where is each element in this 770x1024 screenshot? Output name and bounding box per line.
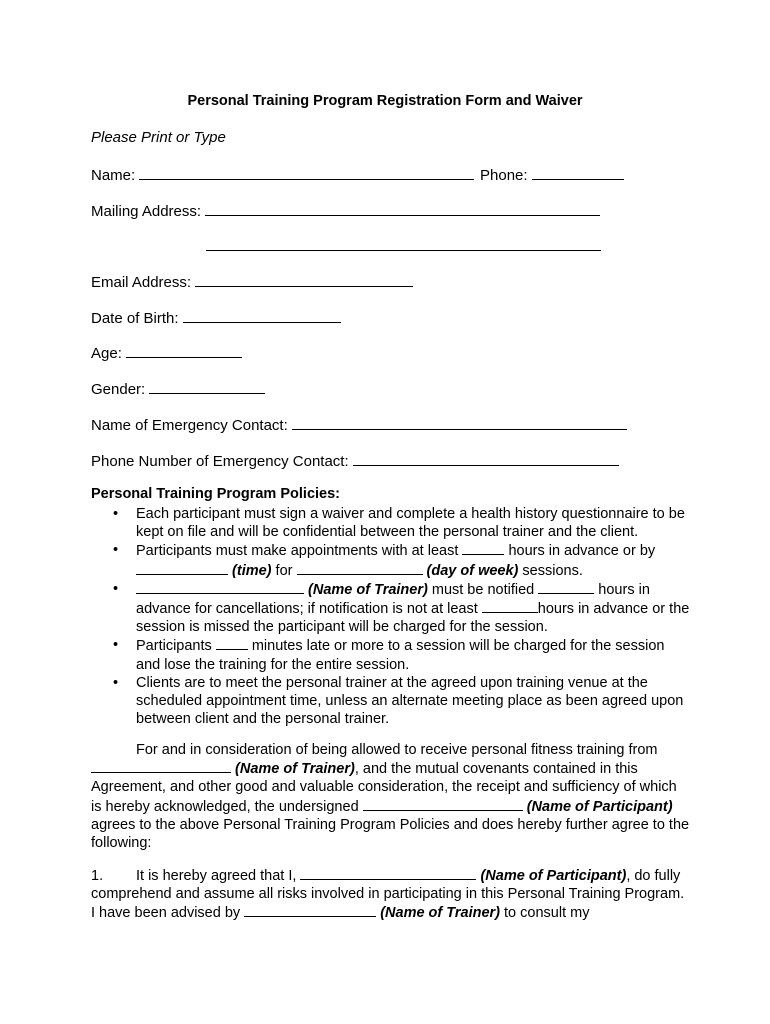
email-label: Email Address: [91,274,192,291]
policy-item [91,505,691,541]
dob-field-row [91,308,341,327]
phone-field-row [480,165,624,184]
bullet-icon: • [113,580,119,597]
day-placeholder: (day of week) [426,562,519,579]
name-field-row [91,165,474,184]
dob-label: Date of Birth: [91,310,179,327]
consideration-trainer-blank[interactable] [91,759,231,773]
email-input-line[interactable] [195,272,413,287]
mailing-field-row [91,201,600,220]
dob-input-line[interactable] [183,308,341,323]
policy-cancellation-text-2: hours in advance for cancellations; if notification is not at least [136,581,650,618]
clause-trainer-placeholder: (Name of Trainer) [380,905,500,922]
policy-waiver-text: Each participant must sign a waiver and complete a health history questionnaire to be kept on file and will be confidential between the personal trainer and the client. [136,506,685,541]
consideration-text-2: , and the mutual covenants contained in this Agreement, and other good and valuable consideration, the receipt and sufficiency of which is hereby acknowledged, the undersigned [91,761,677,815]
page-title: Personal Training Program Registration Form and Waiver [187,93,583,109]
policy-late-text: Participants [136,638,212,655]
clause-number: 1. [91,868,104,884]
clause-participant-blank[interactable] [300,866,476,880]
age-label: Age: [91,345,122,362]
mailing-label: Mailing Address: [91,203,202,220]
emergency-phone-label: Phone Number of Emergency Contact: [91,453,349,470]
consideration-participant-placeholder: (Name of Participant) [526,798,673,815]
clause-1-paragraph [91,866,691,923]
gender-field-row [91,379,265,398]
bullet-icon: • [113,542,119,559]
policy-appointments-text: Participants must make appointments with at least [136,543,459,560]
clause-1-text-2: , do fully comprehend and assume all risks involved in participating in this Personal Training Program. I have been advised by [91,868,685,922]
mailing-input-line-2[interactable] [206,236,601,251]
emergency-phone-input-line[interactable] [353,451,619,466]
phone-label: Phone: [480,167,528,184]
gender-label: Gender: [91,381,146,398]
name-input-line[interactable] [139,165,474,180]
consideration-participant-blank[interactable] [363,797,523,811]
trainer-name-blank[interactable] [136,580,304,594]
clause-participant-placeholder: (Name of Participant) [480,868,627,884]
emergency-name-field-row [91,415,627,434]
print-instruction: Please Print or Type [91,129,226,146]
policy-late-text-2: minutes late or more to a session will be charged for the session and lose the training for the entire session. [136,638,665,673]
emergency-name-label: Name of Emergency Contact: [91,417,288,434]
trainer-placeholder: (Name of Trainer) [308,581,428,598]
consideration-paragraph [91,741,691,852]
policy-sessions-text: sessions. [522,562,583,579]
policy-cancellation-text-3: hours in advance or the session is missed the participant will be charged for the session. [136,601,690,636]
consideration-text-1: For and in consideration of being allowed to receive personal fitness training from [136,742,658,758]
policy-cancellation-text: must be notified [431,581,535,598]
age-field-row [91,343,242,362]
day-of-week-blank[interactable] [297,561,423,575]
name-label: Name: [91,167,136,184]
policy-appointments-text-2: hours in advance or by [508,543,656,560]
minutes-late-blank[interactable] [216,636,248,650]
bullet-icon: • [113,674,119,691]
policy-item [91,636,691,673]
clause-1-text-3: to consult my [504,905,590,922]
time-placeholder: (time) [232,562,272,579]
emergency-name-input-line[interactable] [292,415,627,430]
policy-item [91,541,691,579]
phone-input-line[interactable] [532,165,624,180]
mailing-input-line-1[interactable] [205,201,600,216]
age-input-line[interactable] [126,343,242,358]
consideration-text-3: agrees to the above Personal Training Program Policies and does hereby further agree to the following: [91,816,690,852]
consideration-trainer-placeholder: (Name of Trainer) [235,761,355,778]
min-notice-hours-blank[interactable] [482,599,538,613]
emergency-phone-field-row [91,451,619,470]
clause-1-text-1: It is hereby agreed that I, [136,868,297,884]
policies-list [91,505,691,728]
notify-hours-blank[interactable] [538,580,594,594]
gender-input-line[interactable] [149,379,265,394]
email-field-row [91,272,413,291]
policies-heading: Personal Training Program Policies: [91,486,340,502]
policy-for-text: for [275,562,293,579]
bullet-icon: • [113,506,119,522]
mailing-field-row-2 [206,236,601,255]
clause-trainer-blank[interactable] [244,903,376,917]
time-blank[interactable] [136,561,228,575]
bullet-icon: • [113,637,119,654]
policy-venue-text: Clients are to meet the personal trainer at the agreed upon training venue at the scheduled appointment time, unless an alternate meeting place as been agreed upon between client and the personal trainer. [136,674,684,728]
policy-item [91,674,691,729]
policy-item [91,580,691,637]
hours-advance-blank[interactable] [462,541,504,555]
